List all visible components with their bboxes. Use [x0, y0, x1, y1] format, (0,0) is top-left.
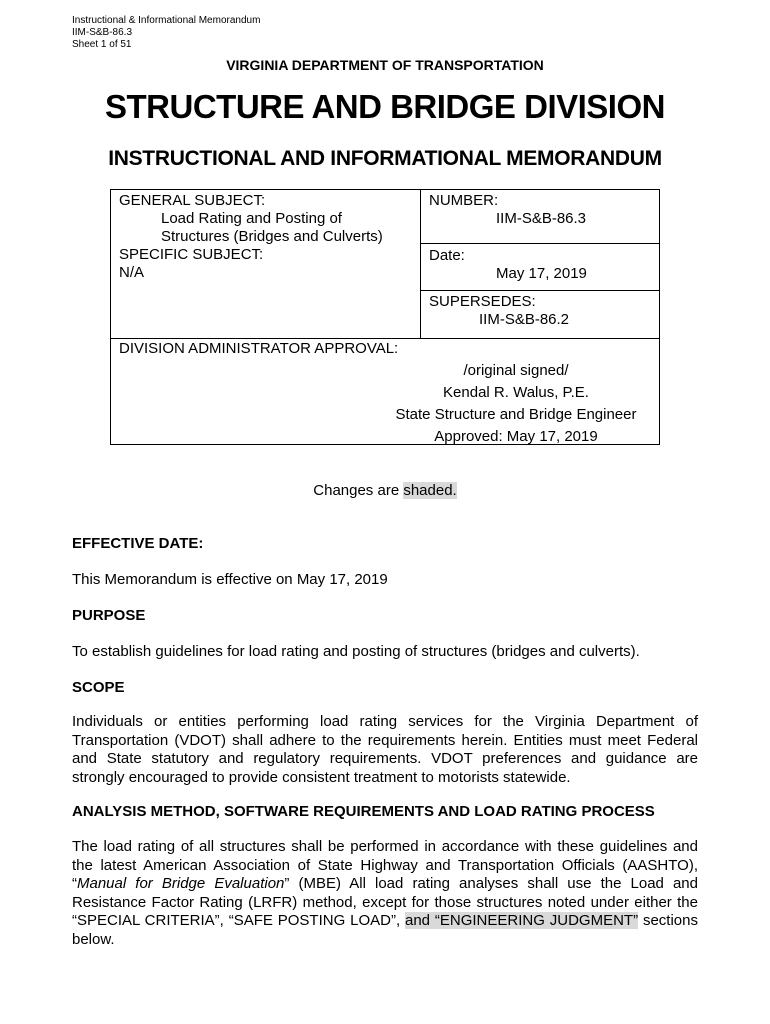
- analysis-text-part: sections below.: [72, 912, 698, 948]
- analysis-text-part: ” (MBE) All load rating analyses shall use the Load and Resistance Factor Rating (LRFR) method, except for those structures noted under either the “SPECIAL CRITERIA”, “SAFE POSTING LOAD”,: [72, 875, 698, 929]
- scope-text: Individuals or entities performing load rating services for the Virginia Department of Transportation (VDOT) shall adhere to the requirements herein. Entities must meet Federal and State statutory and regulatory requirements. VDOT preferences and guidance are strongly encouraged to provide consistent treatment to motorists statewide.: [72, 713, 698, 786]
- general-subject-value: Load Rating and Posting of: [161, 210, 342, 227]
- signer-name: Kendal R. Walus, P.E.: [443, 384, 589, 401]
- analysis-text-part: The load rating of all structures shall be performed in accordance with these guidelines and the latest American Association of State Highway and Transportation Officials (AASHTO), “: [72, 838, 698, 892]
- general-subject-label: GENERAL SUBJECT:: [119, 192, 266, 209]
- changes-note: [0, 482, 770, 499]
- manual-title: Manual for Bridge Evaluation: [77, 875, 285, 892]
- table-divider: [420, 243, 660, 244]
- table-divider: [420, 290, 660, 291]
- memo-info-table: [110, 189, 660, 445]
- general-subject-value-cont: Structures (Bridges and Culverts): [161, 228, 383, 245]
- supersedes-value: IIM-S&B-86.2: [479, 311, 570, 328]
- analysis-heading: ANALYSIS METHOD, SOFTWARE REQUIREMENTS AND LOAD RATING PROCESS: [72, 803, 655, 820]
- memo-type-title: INSTRUCTIONAL AND INFORMATIONAL MEMORANDUM: [108, 147, 662, 170]
- table-divider: [111, 338, 659, 339]
- analysis-text: [72, 838, 698, 949]
- specific-subject-label: SPECIFIC SUBJECT:: [119, 246, 264, 263]
- table-divider: [420, 190, 421, 338]
- purpose-text: To establish guidelines for load rating and posting of structures (bridges and culverts).: [72, 643, 640, 660]
- header-doc-number: IIM-S&B-86.3: [72, 27, 133, 38]
- date-label: Date:: [429, 247, 465, 264]
- purpose-heading: PURPOSE: [72, 607, 146, 624]
- signer-title: State Structure and Bridge Engineer: [395, 406, 637, 423]
- header-sheet-count: Sheet 1 of 51: [72, 39, 132, 50]
- department-name: VIRGINIA DEPARTMENT OF TRANSPORTATION: [226, 57, 544, 73]
- running-header: [72, 15, 260, 51]
- number-label: NUMBER:: [429, 192, 499, 209]
- supersedes-label: SUPERSEDES:: [429, 293, 536, 310]
- effective-date-text: This Memorandum is effective on May 17, 2019: [72, 571, 388, 588]
- effective-date-heading: EFFECTIVE DATE:: [72, 535, 204, 552]
- signature-line: /original signed/: [463, 362, 569, 379]
- division-title: STRUCTURE AND BRIDGE DIVISION: [105, 88, 665, 125]
- date-value: May 17, 2019: [496, 265, 587, 282]
- shaded-change: and “ENGINEERING JUDGMENT”: [405, 912, 639, 929]
- shaded-text-sample: shaded.: [403, 482, 457, 499]
- number-value: IIM-S&B-86.3: [496, 210, 587, 227]
- approval-label: DIVISION ADMINISTRATOR APPROVAL:: [119, 340, 399, 357]
- scope-heading: SCOPE: [72, 679, 125, 696]
- specific-subject-value: N/A: [119, 264, 145, 281]
- header-doc-type: Instructional & Informational Memorandum: [72, 15, 261, 26]
- approval-date: Approved: May 17, 2019: [434, 428, 598, 445]
- changes-note-prefix: Changes are: [313, 482, 404, 499]
